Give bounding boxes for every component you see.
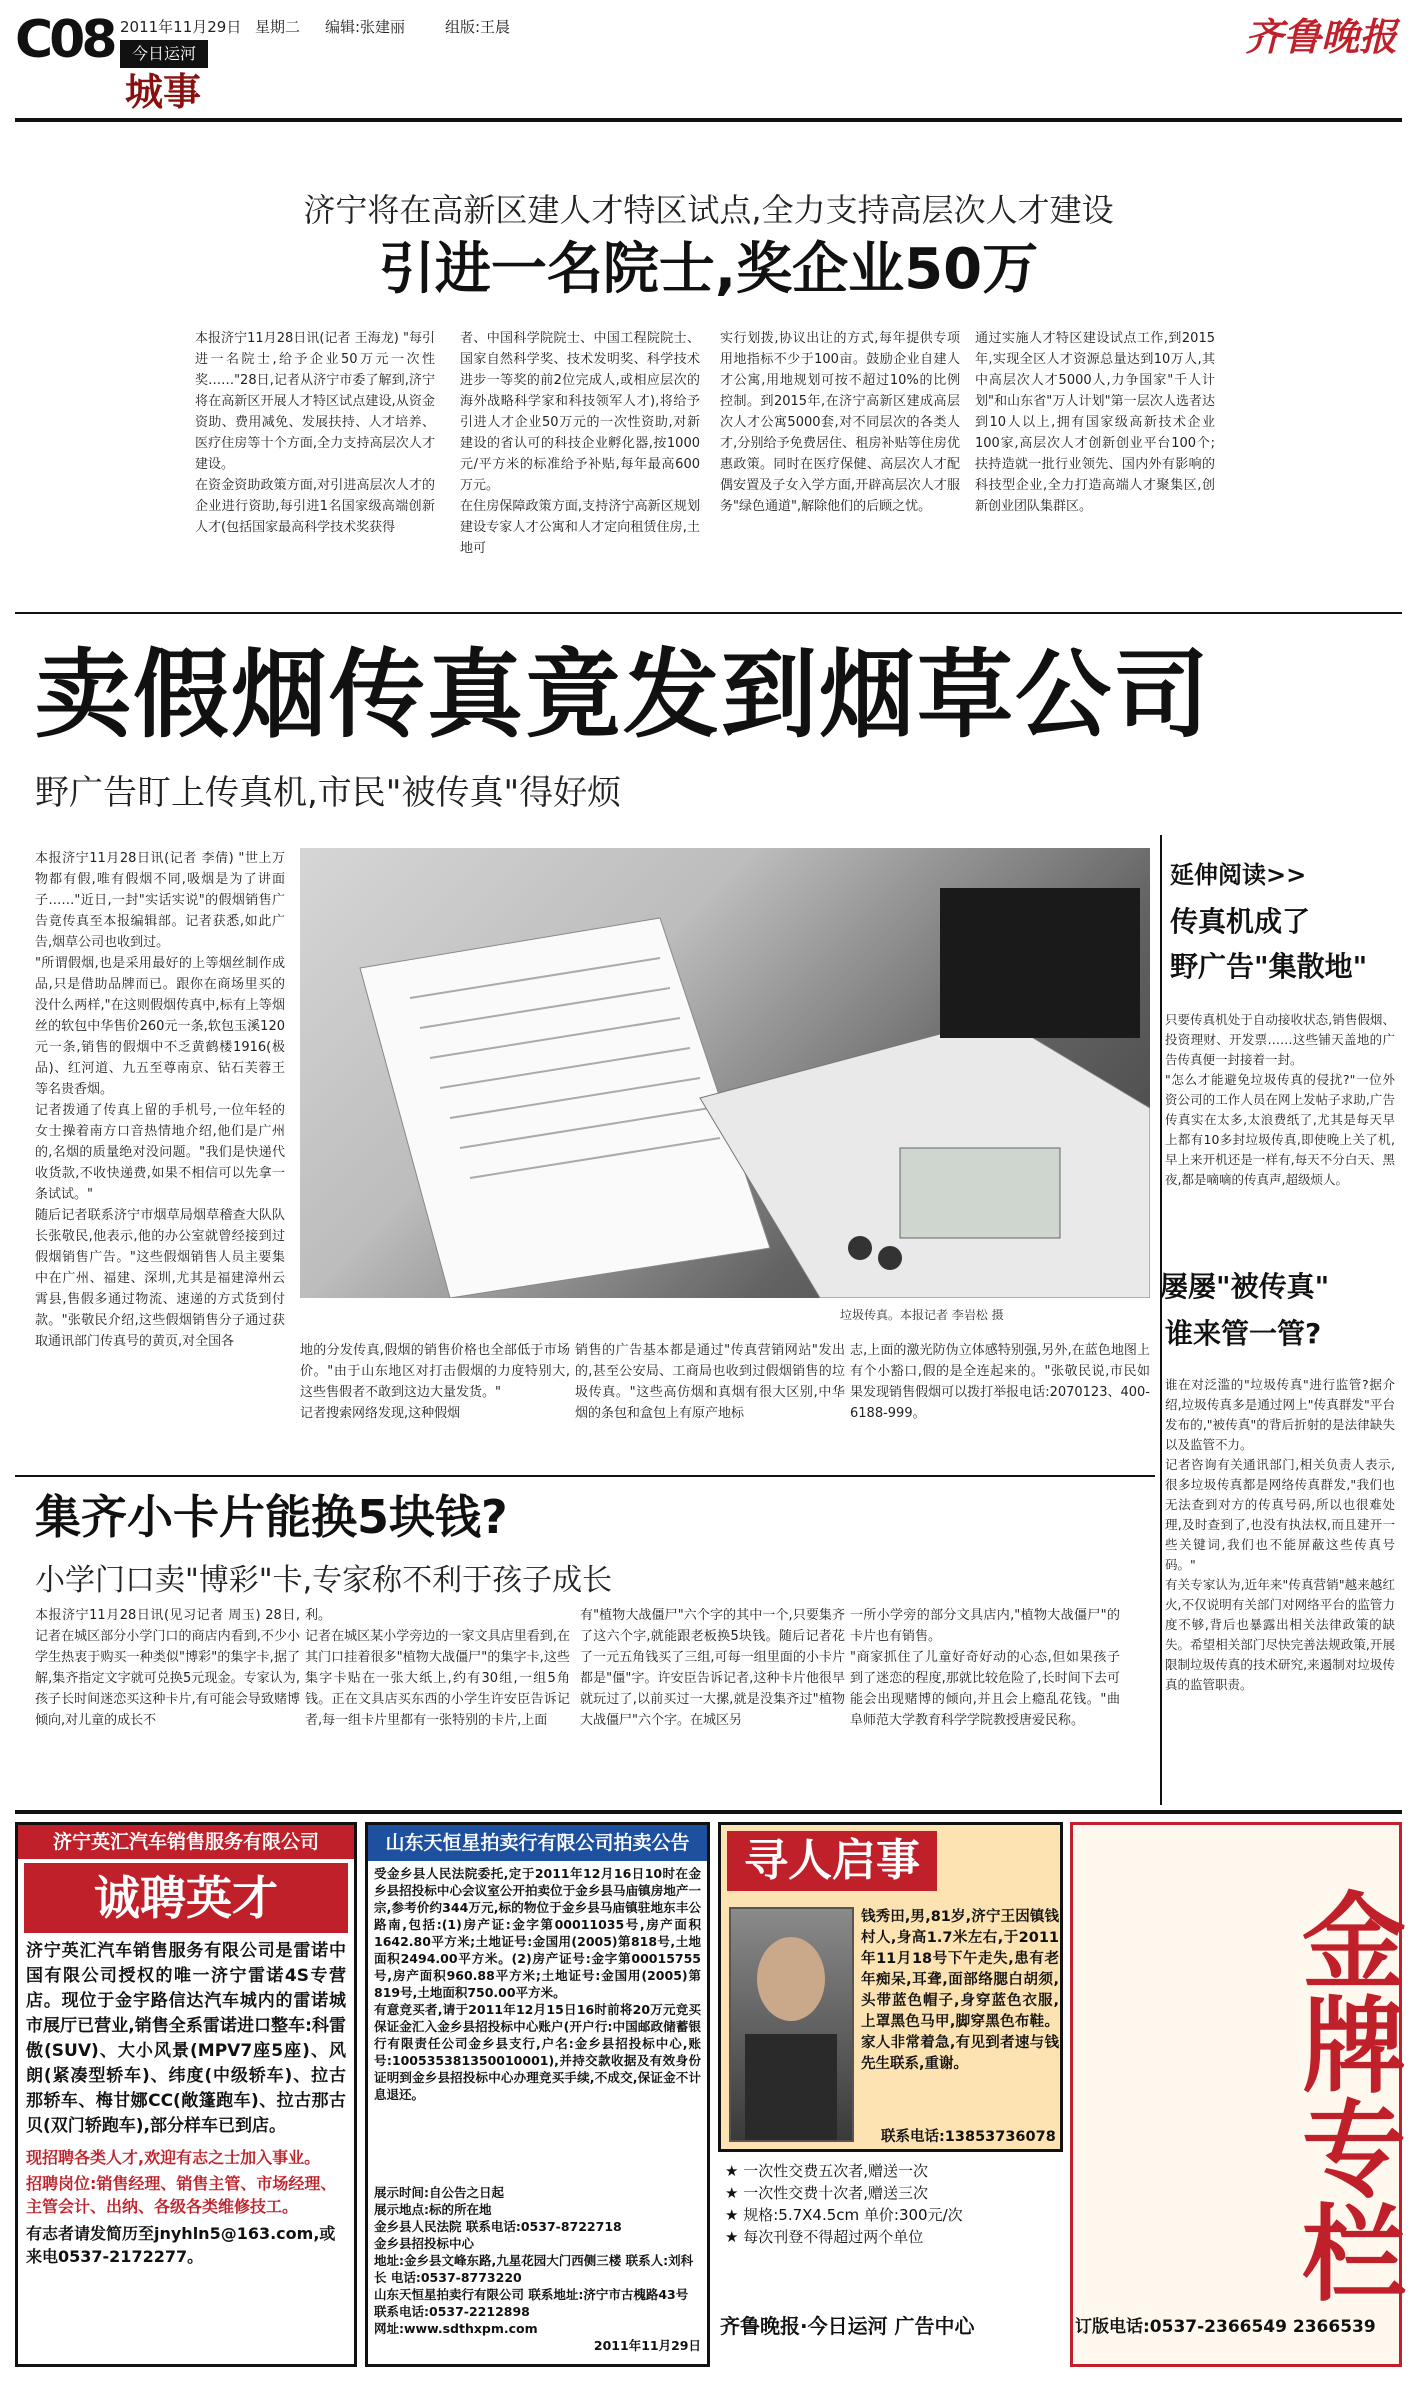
ad-gold-column	[1070, 1822, 1407, 2367]
section-tag: 今日运河	[120, 40, 208, 68]
story3-subhead: 小学门口卖"博彩"卡,专家称不利于孩子成长	[35, 1563, 613, 1598]
sidebar-title-1a: 传真机成了	[1170, 905, 1311, 938]
ad4-footer: 齐鲁晚报·今日运河 广告中心	[720, 2314, 975, 2338]
layout-editor: 组版:王晨	[445, 18, 511, 36]
section-title: 城事	[125, 70, 202, 114]
ad2-date: 2011年11月29日	[593, 2338, 701, 2353]
ad3-title: 寻人启事	[727, 1831, 937, 1891]
sidebar-body-2: 谁在对泛滥的"垃圾传真"进行监管?据介绍,垃圾传真多是通过网上"传真群发"平台发布的,"被传真"的背后折射的是法律缺失以及监管不力。 记者咨询有关通讯部门,相关负责人表示,很多垃圾传真都是网络传真群发,"我们也无法查到对方的传真号码,所以也很难处理,及时查到了,也没有执法权,而且建开一些关键词,我们也不能屏蔽这些传真号码。" 有关专家认为,近年来"传真营销"越来越红火,不仅说明有关部门对网络平台的监管力度不够,背后也暴露出相关法律政策的缺失。希望相关部门尽快完善法规政策,开展限制垃圾传真的技术研究,来遏制对垃圾传真的监管职责。	[1165, 1377, 1395, 1692]
star-icon: ★	[725, 2162, 744, 2180]
story2-headline: 卖假烟传真竟发到烟草公司	[35, 639, 1211, 751]
story1-rule	[15, 612, 1402, 614]
ad2-exhibit-time: 展示时间:自公告之日起	[374, 2185, 504, 2200]
ad-auction	[365, 1822, 710, 2367]
page-number: C08	[15, 10, 114, 70]
ad1-highlight: 现招聘各类人才,欢迎有志之士加入事业。	[26, 2148, 321, 2167]
ad1-company-bar: 济宁英汇汽车销售服务有限公司	[18, 1825, 354, 1859]
story1-column-3: 实行划拨,协议出让的方式,每年提供专项用地指标不少于100亩。鼓励企业自建人才公寓,用地规划可按不超过10%的比例控制。到2015年,在济宁高新区建成高层次人才公寓5000套,对不同层次的各类人才,分别给予免费居住、租房补贴等住房优惠政策。同时在医疗保健、高层次人才配偶安置及子女入学方面,开辟高层次人才服务"绿色通道",解除他们的后顾之忧。	[720, 331, 960, 514]
story1-column-2: 者、中国科学院院士、中国工程院院士、国家自然科学奖、技术发明奖、科学技术进步一等奖的前2位完成人,或相应层次的海外战略科学家和科技领军人才),将给予引进人才企业50万元的一次性资助,对新建设的省认可的科技企业孵化器,按1000元/平方米的标准给予补贴,每年最高600万元。 在住房保障政策方面,支持济宁高新区规划建设专家人才公寓和人才定向租赁住房,土地可	[460, 331, 700, 556]
ad3-body: 钱秀田,男,81岁,济宁王因镇钱村人,身高1.7米左右,于2011年11月18号下午走失,患有老年痴呆,耳聋,面部络腮白胡须,头带蓝色帽子,身穿蓝色衣服,上罩黑色马甲,脚穿黑色布鞋。家人非常着急,有见到者速与钱先生联系,重谢。	[861, 1909, 1059, 2072]
ad-missing-person	[718, 1822, 1063, 2152]
fax-machine-illustration	[300, 848, 1150, 1298]
star-icon: ★	[725, 2206, 744, 2224]
star-icon: ★	[725, 2184, 744, 2202]
ad4-item: ★ 一次性交费五次者,赠送一次	[725, 2162, 928, 2180]
sidebar-label: 延伸阅读>>	[1170, 861, 1307, 889]
ad2-website: 网址:www.sdthxpm.com	[374, 2321, 538, 2336]
ad2-center: 金乡县招投标中心	[374, 2236, 475, 2251]
issue-weekday: 星期二	[255, 18, 301, 36]
header-rule	[15, 118, 1402, 122]
ad4-item: ★ 每次刊登不得超过两个单位	[725, 2228, 924, 2246]
story2-subhead: 野广告盯上传真机,市民"被传真"得好烦	[35, 773, 622, 813]
photo-caption: 垃圾传真。本报记者 李岩松 摄	[840, 1308, 1004, 1322]
missing-person-photo	[729, 1907, 854, 2142]
issue-date: 2011年11月29日	[120, 18, 242, 36]
person-portrait-icon	[731, 1909, 852, 2140]
sidebar-rule	[1160, 835, 1162, 1805]
fax-photo	[300, 848, 1150, 1298]
newspaper-brand: 齐鲁晚报	[1244, 14, 1397, 59]
editor: 编辑:张建丽	[325, 18, 406, 36]
ad1-banner: 诚聘英才	[24, 1863, 348, 1933]
story1-headline: 引进一名院士,奖企业50万	[378, 237, 1039, 302]
ad2-body: 受金乡县人民法院委托,定于2011年12月16日10时在金乡县招投标中心会议室公开拍卖位于金乡县马庙镇房地产一宗,参考价约344万元,标的物位于金乡县马庙镇驻地东丰公路南,包括:(1)房产证:金字第00011035号,房产面积1642.80平方米;土地证号:金国用(2005)第818号,土地面积2494.00平方米。(2)房产证号:金字第00015755号,房产面积960.88平方米;土地证号:金国用(2005)第819号,土地面积750.00平方米。 有意竞买者,请于2011年12月15日16时前将20万元竞买保证金汇入金乡县招投标中心账户(开户行:中国邮政储蓄银行有限责任公司金乡县支行,户名:金乡县招投标中心,账号:100535381350010001),并持交款收据及有效身份证明到金乡县招投标中心办理竞买手续,不成交,保证金不计息退还。	[374, 1866, 701, 2102]
ad2-company: 山东天恒星拍卖行有限公司 联系地址:济宁市古槐路43号 联系电话:0537-2212898	[374, 2287, 689, 2319]
story3-column-1: 本报济宁11月28日讯(见习记者 周玉) 28日,记者在城区部分小学门口的商店内看到,不少小学生热衷于购买一种类似"博彩"的集字卡,据了解,集齐指定文字就可兑换5元现金。专家认为,孩子长时间迷恋买这种卡片,有可能会导致赌博倾向,对儿童的成长不	[35, 1608, 300, 1728]
ad1-contact: 有志者请发简历至jnyhln5@163.com,或来电0537-2172277。	[26, 2224, 336, 2266]
sidebar-title-2a: 屡屡"被传真"	[1160, 1270, 1330, 1303]
ad4-order-phone: 订版电话:0537-2366549 2366539	[1075, 2317, 1376, 2337]
sidebar-title-2b: 谁来管一管?	[1165, 1317, 1322, 1350]
story2-column-1: 本报济宁11月28日讯(记者 李倩) "世上万物都有假,唯有假烟不同,吸烟是为了讲面子……"近日,一封"实话实说"的假烟销售广告竟传真至本报编辑部。记者获悉,如此广告,烟草公司也收到过。 "所谓假烟,也是采用最好的上等烟丝制作成品,只是借助品牌而已。跟你在商场里买的没什么两样,"在这则假烟传真中,标有上等烟丝的软包中华售价260元一条,软包玉溪120元一条,销售的假烟中不乏黄鹤楼1916(极品)、红河道、九五至尊南京、钻石芙蓉王等名贵香烟。 记者拨通了传真上留的手机号,一位年轻的女士操着南方口音热情地介绍,他们是广州的,名烟的质量绝对没问题。"我们是快递代收货款,不收快递费,如果不相信可以先拿一条试试。" 随后记者联系济宁市烟草局烟草稽查大队队长张敬民,他表示,他的办公室就曾经接到过假烟销售广告。"这些假烟销售人员主要集中在广州、福建、深圳,尤其是福建漳州云霄县,售假多通过物流、速递的方式货到付款。"张敬民介绍,这些假烟销售分子通过获取通讯部门传真号的黄页,对全国各	[35, 851, 285, 1349]
ad2-court: 金乡县人民法院 联系电话:0537-8722718	[374, 2219, 622, 2234]
story1-column-1: 本报济宁11月28日讯(记者 王海龙) "每引进一名院士,给予企业50万元一次性奖……"28日,记者从济宁市委了解到,济宁将在高新区开展人才特区试点建设,从资金资助、费用减免、发展扶持、人才培养、医疗住房等十个方面,全力支持高层次人才建设。 在资金资助政策方面,对引进高层次人才的企业进行资助,每引进1名国家级高端创新人才(包括国家最高科学技术奖获得	[195, 331, 435, 535]
sidebar-title-1b: 野广告"集散地"	[1170, 950, 1368, 983]
story3-column-4: 一所小学旁的部分文具店内,"植物大战僵尸"的卡片也有销售。 "商家抓住了儿童好奇好动的心态,但如果孩子到了迷恋的程度,那就比较危险了,长时间下去可能会出现赌博的倾向,并且会上瘾乱花钱。"曲阜师范大学教育科学学院教授唐爱民称。	[850, 1608, 1120, 1728]
story3-headline: 集齐小卡片能换5块钱?	[35, 1490, 508, 1544]
ad2-title: 山东天恒星拍卖行有限公司拍卖公告	[368, 1825, 707, 1861]
story2-column-3: 销售的广告基本都是通过"传真营销网站"发出的,甚至公安局、工商局也收到过假烟销售的垃圾传真。"这些高仿烟和真烟有很大区别,中华烟的条包和盒包上有原产地标	[575, 1343, 845, 1421]
ad-renault	[15, 1822, 357, 2367]
sidebar-body-1: 只要传真机处于自动接收状态,销售假烟、投资理财、开发票……这些铺天盖地的广告传真便一封接着一封。 "怎么才能避免垃圾传真的侵扰?"一位外资公司的工作人员在网上发帖子求助,广告传真实在太多,太浪费纸了,尤其是每天早上都有10多封垃圾传真,即使晚上关了机,早上来开机还是一样有,每天不分白天、黑夜,都是嘀嘀的传真声,超级烦人。	[1165, 1012, 1395, 1187]
ads-rule	[15, 1810, 1402, 1814]
ad4-item: ★ 规格:5.7X4.5cm 单价:300元/次	[725, 2206, 963, 2224]
ad3-phone: 联系电话:13853736078	[881, 2129, 1056, 2145]
story2-column-2: 地的分发传真,假烟的销售价格也全部低于市场价。"由于山东地区对打击假烟的力度特别大,这些售假者不敢到这边大量发货。" 记者搜索网络发现,这种假烟	[300, 1343, 570, 1421]
ad2-center-address: 地址:金乡县文峰东路,九星花园大门西侧三楼 联系人:刘科长 电话:0537-8773220	[374, 2253, 694, 2285]
story1-subhead: 济宁将在高新区建人才特区试点,全力支持高层次人才建设	[303, 191, 1114, 229]
ad4-items	[725, 2160, 1065, 2248]
story2-column-4: 志,上面的激光防伪立体感特别强,另外,在蓝色地图上有个小豁口,假的是全连起来的。"张敬民说,市民如果发现销售假烟可以拨打举报电话:2070123、400-6188-999。	[850, 1343, 1150, 1421]
ad2-exhibit-place: 展示地点:标的所在地	[374, 2202, 492, 2217]
ad4-item: ★ 一次性交费十次者,赠送三次	[725, 2184, 928, 2202]
ad1-positions: 招聘岗位:销售经理、销售主管、市场经理、主管会计、出纳、各级各类维修技工。	[26, 2174, 337, 2216]
story3-column-3: 有"植物大战僵尸"六个字的其中一个,只要集齐了这六个字,就能跟老板换5块钱。随后记者花了一元五角钱买了三组,可每一组里面的小卡片都是"僵"字。许安臣告诉记者,这种卡片他很早就玩过了,以前买过一大摞,就是没集齐过"植物大战僵尸"六个字。在城区另	[580, 1608, 845, 1728]
ad4-title: 金牌专栏	[1284, 1887, 1407, 2303]
story3-column-2: 利。 记者在城区某小学旁边的一家文具店里看到,在其门口挂着很多"植物大战僵尸"的集字卡,这些集字卡贴在一张大纸上,约有30组,一组5角钱。正在文具店买东西的小学生许安臣告诉记者,每一组卡片里都有一张特别的卡片,上面	[305, 1608, 570, 1728]
story1-column-4: 通过实施人才特区建设试点工作,到2015年,实现全区人才资源总量达到10万人,其中高层次人才5000人,力争国家"千人计划"和山东省"万人计划"第一层次人选者达到10人以上,拥有国家级高新技术企业100家,高层次人才创新创业平台100个;扶持造就一批行业领先、国内外有影响的科技型企业,全力打造高端人才聚集区,创新创业团队集群区。	[975, 331, 1215, 514]
star-icon: ★	[725, 2228, 744, 2246]
ad1-body: 济宁英汇汽车销售服务有限公司是雷诺中国有限公司授权的唯一济宁雷诺4S专营店。现位于金宇路信达汽车城内的雷诺城市展厅已营业,销售全系雷诺进口整车:科雷傲(SUV)、大小风景(MPV7座5座)、风朗(紧凑型轿车)、纬度(中级轿车)、拉古那轿车、梅甘娜CC(敞篷跑车)、拉古那古贝(双门轿跑车),部分样车已到店。	[26, 1941, 346, 2136]
story3-rule	[15, 1475, 1155, 1477]
